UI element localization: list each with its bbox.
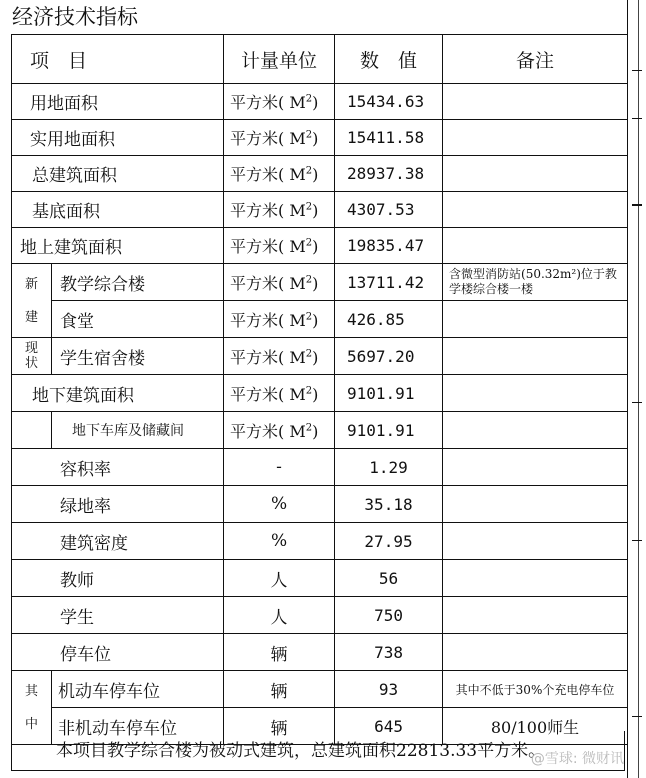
indent-cell: [12, 412, 52, 449]
table-row: [12, 486, 628, 523]
header-unit: 计量单位: [224, 35, 335, 84]
row-value: 27.95: [335, 523, 443, 560]
row-item: 学生宿舍楼: [52, 338, 224, 375]
header-item: 项 目: [12, 35, 224, 84]
table-row: [12, 192, 628, 228]
row-unit: 平方米( $M^2$): [224, 412, 335, 449]
row-value: 15411.58: [335, 120, 443, 156]
row-unit: 人: [224, 597, 335, 634]
table-row: [12, 671, 628, 708]
row-unit: 平方米( $M^2$): [224, 84, 335, 120]
row-note: [443, 301, 628, 338]
table-row: [12, 338, 628, 375]
row-value: 56: [335, 560, 443, 597]
row-item: 基底面积: [12, 192, 224, 228]
edge-tick: [632, 402, 642, 403]
group-label-existing: 现 状: [12, 338, 52, 375]
row-item: 机动车停车位: [52, 671, 224, 708]
row-note: [443, 228, 628, 264]
row-note: [443, 156, 628, 192]
row-item: 地下建筑面积: [12, 375, 224, 412]
row-value: 426.85: [335, 301, 443, 338]
row-item: 容积率: [12, 449, 224, 486]
row-item: 总建筑面积: [12, 156, 224, 192]
row-note: [443, 192, 628, 228]
row-value: 9101.91: [335, 375, 443, 412]
table-row: [12, 634, 628, 671]
row-unit: 辆: [224, 634, 335, 671]
row-unit: 平方米( $M^2$): [224, 192, 335, 228]
row-value: 15434.63: [335, 84, 443, 120]
row-item: 食堂: [52, 301, 224, 338]
row-value: 1.29: [335, 449, 443, 486]
watermark: @雪球: 微财讯: [530, 751, 624, 767]
row-unit: 平方米( $M^2$): [224, 375, 335, 412]
row-value: 93: [335, 671, 443, 708]
row-item: 地上建筑面积: [12, 228, 224, 264]
group-label-new: 新 建: [12, 264, 52, 338]
table-row: [12, 301, 628, 338]
table-row: [12, 84, 628, 120]
edge-tick: [632, 716, 642, 717]
table-row: [12, 156, 628, 192]
row-value: 9101.91: [335, 412, 443, 449]
edge-tick: [632, 540, 642, 541]
row-note: 其中不低于30%个充电停车位: [443, 671, 628, 708]
row-note: [443, 338, 628, 375]
row-note: [443, 449, 628, 486]
table-row: [12, 228, 628, 264]
row-note: [443, 523, 628, 560]
row-note: 80/100师生: [443, 708, 628, 745]
row-item: 绿地率: [12, 486, 224, 523]
table-row: [12, 449, 628, 486]
row-unit: 辆: [224, 671, 335, 708]
row-note: [443, 375, 628, 412]
row-value: 19835.47: [335, 228, 443, 264]
row-item: 实用地面积: [12, 120, 224, 156]
row-note: [443, 412, 628, 449]
row-note: [443, 560, 628, 597]
row-value: 5697.20: [335, 338, 443, 375]
group-label-among: 其 中: [12, 671, 52, 745]
row-unit: 平方米( $M^2$): [224, 228, 335, 264]
row-note: 含微型消防站(50.32m²)位于教学楼综合楼一楼: [443, 264, 628, 301]
edge-tick: [632, 118, 642, 119]
row-unit: 人: [224, 560, 335, 597]
row-item: 停车位: [12, 634, 224, 671]
indicator-table: [11, 34, 628, 745]
page-title: 经济技术指标: [12, 5, 138, 29]
row-unit: 辆: [224, 708, 335, 745]
row-item: 教师: [12, 560, 224, 597]
row-item: 建筑密度: [12, 523, 224, 560]
row-value: 28937.38: [335, 156, 443, 192]
table-row: [12, 560, 628, 597]
page-edge-line-right: [638, 0, 639, 778]
row-unit: 平方米( $M^2$): [224, 301, 335, 338]
row-note: [443, 84, 628, 120]
footer-note: 本项目教学综合楼为被动式建筑，总建筑面积22813.33平方米。: [11, 731, 625, 771]
row-value: 35.18: [335, 486, 443, 523]
row-item: 非机动车停车位: [52, 708, 224, 745]
row-item: 用地面积: [12, 84, 224, 120]
row-unit: -: [224, 449, 335, 486]
row-item: 地下车库及储藏间: [52, 412, 224, 449]
row-unit: %: [224, 486, 335, 523]
table-row: [12, 597, 628, 634]
row-item: 学生: [12, 597, 224, 634]
header-value: 数 值: [335, 35, 443, 84]
row-note: [443, 634, 628, 671]
row-note: [443, 486, 628, 523]
row-unit: %: [224, 523, 335, 560]
table-header-row: [12, 35, 628, 84]
header-note: 备注: [443, 35, 628, 84]
row-value: 750: [335, 597, 443, 634]
row-unit: 平方米( $M^2$): [224, 338, 335, 375]
table-row: [12, 375, 628, 412]
row-item: 教学综合楼: [52, 264, 224, 301]
table-row: [12, 264, 628, 301]
edge-tick: [632, 204, 642, 206]
row-unit: 平方米( $M^2$): [224, 264, 335, 301]
table-row: [12, 523, 628, 560]
row-value: 4307.53: [335, 192, 443, 228]
row-note: [443, 597, 628, 634]
row-unit: 平方米( $M^2$): [224, 120, 335, 156]
row-value: 13711.42: [335, 264, 443, 301]
edge-tick: [632, 70, 642, 71]
row-value: 645: [335, 708, 443, 745]
row-note: [443, 120, 628, 156]
table-row: [12, 120, 628, 156]
table-row: [12, 412, 628, 449]
row-value: 738: [335, 634, 443, 671]
row-unit: 平方米( $M^2$): [224, 156, 335, 192]
